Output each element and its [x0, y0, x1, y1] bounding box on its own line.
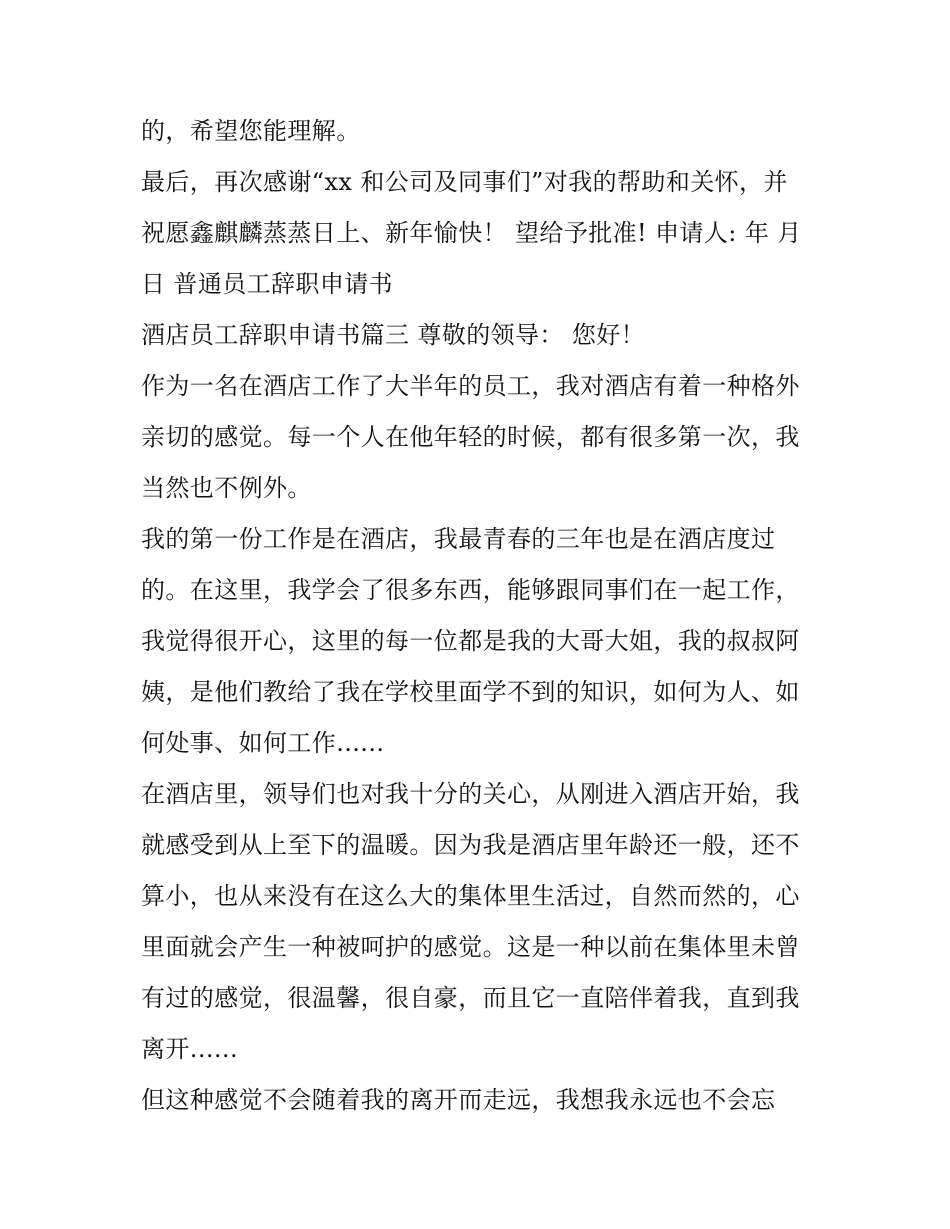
text-line: 有过的感觉，很温馨，很自豪，而且它一直陪伴着我，直到我: [141, 984, 800, 1012]
text-line: 我的第一份工作是在酒店，我最青春的三年也是在酒店度过: [141, 525, 776, 553]
text-line: 酒店员工辞职申请书篇三 尊敬的领导： 您好！: [141, 321, 646, 349]
text-line: 我觉得很开心，这里的每一位都是我的大哥大姐，我的叔叔阿: [141, 627, 800, 655]
text-line: 的。在这里，我学会了很多东西，能够跟同事们在一起工作，: [141, 576, 800, 604]
text-line: 就感受到从上至下的温暖。因为我是酒店里年龄还一般，还不: [141, 831, 800, 859]
text-line: 作为一名在酒店工作了大半年的员工，我对酒店有着一种格外: [141, 372, 800, 400]
text-line: 里面就会产生一种被呵护的感觉。这是一种以前在集体里未曾: [141, 933, 800, 961]
text-line: 姨，是他们教给了我在学校里面学不到的知识，如何为人、如: [141, 678, 800, 706]
text-line: 日 普通员工辞职申请书: [141, 270, 394, 298]
text-line: 的，希望您能理解。: [141, 117, 361, 145]
text-line: 但这种感觉不会随着我的离开而走远，我想我永远也不会忘: [141, 1086, 776, 1114]
text-line: 算小，也从来没有在这么大的集体里生活过，自然而然的，心: [141, 882, 800, 910]
text-line: 最后，再次感谢“xx 和公司及同事们”对我的帮助和关怀，并: [141, 168, 788, 196]
text-line: 何处事、如何工作......: [141, 729, 385, 757]
text-line: 在酒店里，领导们也对我十分的关心，从刚进入酒店开始，我: [141, 780, 800, 808]
text-line: 亲切的感觉。每一个人在他年轻的时候，都有很多第一次，我: [141, 423, 800, 451]
document-body: [141, 106, 821, 1126]
text-line: 祝愿鑫麒麟蒸蒸日上、新年愉快！ 望给予批准! 申请人: 年 月: [141, 219, 802, 247]
text-line: 当然也不例外。: [141, 474, 312, 502]
text-line: 离开......: [141, 1035, 238, 1063]
